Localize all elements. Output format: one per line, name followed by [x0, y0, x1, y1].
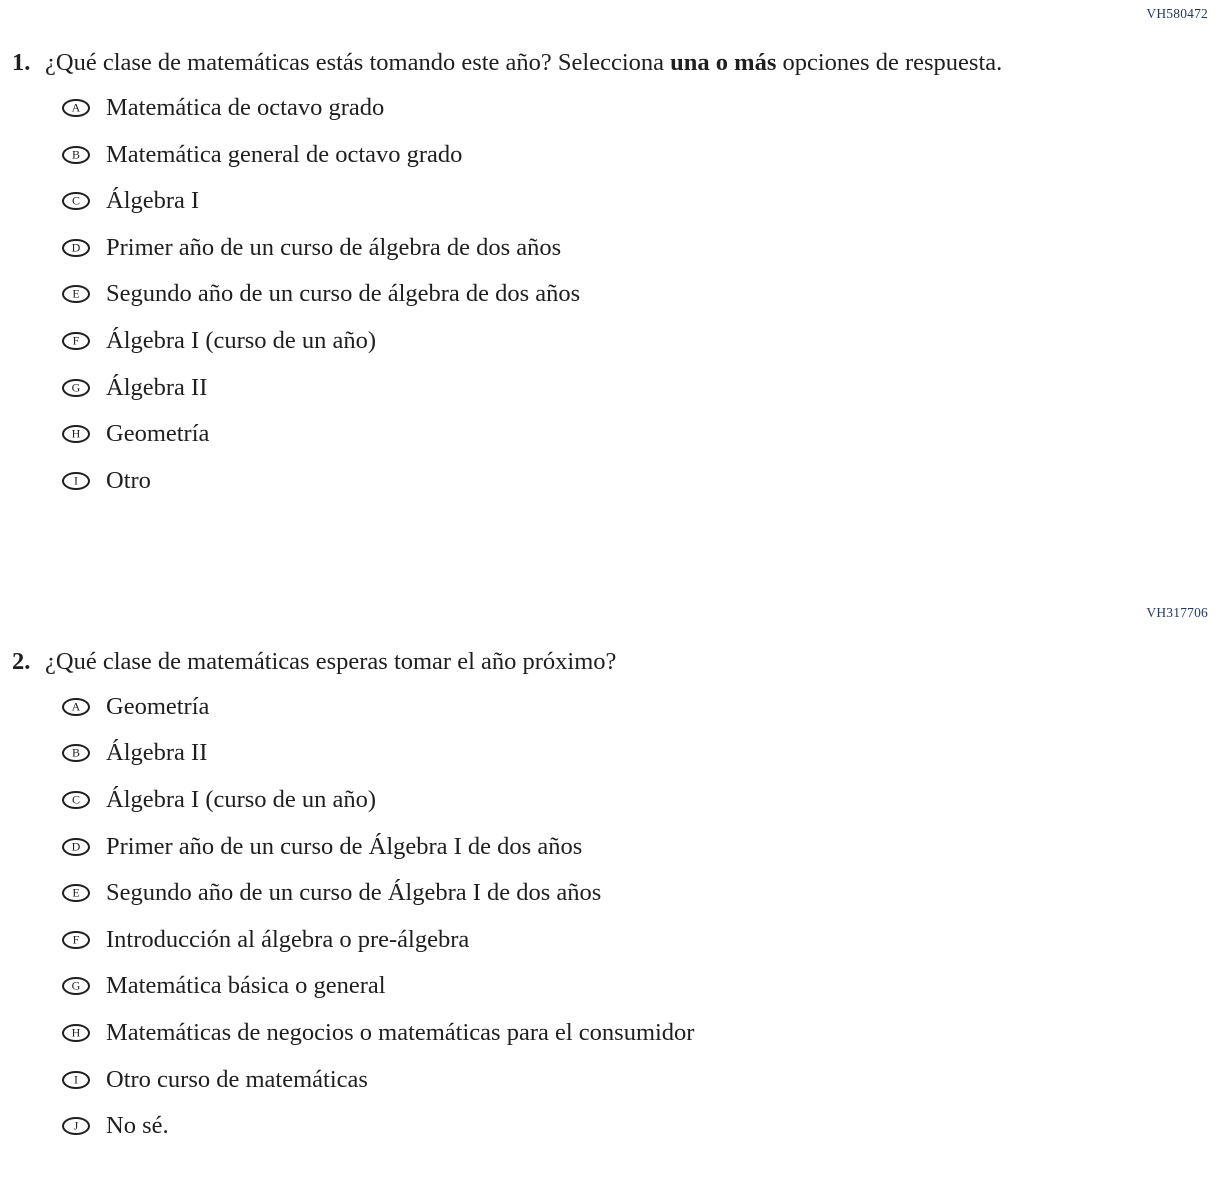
answer-option[interactable]	[62, 693, 1218, 721]
answer-option[interactable]	[62, 833, 1218, 861]
option-letter: I	[74, 1072, 78, 1086]
option-bubble-icon[interactable]	[62, 1117, 90, 1135]
accession-number: VH317706	[1146, 604, 1208, 620]
option-bubble-icon[interactable]	[62, 1071, 90, 1089]
option-label: No sé.	[106, 1112, 169, 1140]
answer-option[interactable]	[62, 94, 1218, 122]
question-number: 2.	[12, 647, 31, 675]
options-list	[62, 693, 1218, 1140]
answer-option[interactable]	[62, 374, 1218, 402]
option-letter: A	[71, 100, 81, 115]
question-prompt-suffix: opciones de respuesta.	[776, 49, 1003, 76]
option-bubble-icon[interactable]	[62, 698, 90, 716]
option-bubble-icon[interactable]	[62, 285, 90, 303]
option-letter: J	[73, 1118, 79, 1133]
option-bubble-icon[interactable]	[62, 239, 90, 257]
option-label: Primer año de un curso de Álgebra I de dos años	[106, 832, 583, 860]
option-bubble-icon[interactable]	[62, 884, 90, 902]
option-letter: E	[72, 286, 80, 301]
option-label: Matemática de octavo grado	[106, 94, 385, 121]
option-bubble-icon[interactable]	[62, 379, 90, 397]
answer-option[interactable]	[62, 327, 1218, 355]
question-row	[0, 46, 1218, 79]
option-bubble-icon[interactable]	[62, 744, 90, 762]
answer-option[interactable]	[62, 280, 1218, 308]
option-bubble-icon[interactable]	[62, 146, 90, 164]
accession-number: VH580472	[1146, 6, 1208, 21]
option-bubble-icon[interactable]	[62, 977, 90, 995]
options-list	[62, 94, 1218, 495]
answer-option[interactable]	[62, 187, 1218, 215]
option-bubble-icon[interactable]	[62, 1024, 90, 1042]
option-bubble-icon[interactable]	[62, 472, 90, 490]
option-letter: B	[71, 745, 80, 760]
answer-option[interactable]	[62, 879, 1218, 907]
option-label: Otro curso de matemáticas	[106, 1065, 368, 1093]
option-bubble-icon[interactable]	[62, 838, 90, 856]
option-letter: D	[71, 839, 81, 854]
answer-option[interactable]	[62, 467, 1218, 495]
option-label: Álgebra I (curso de un año)	[106, 326, 377, 354]
option-letter: C	[71, 193, 80, 208]
option-label: Álgebra I (curso de un año)	[106, 785, 377, 813]
option-bubble-icon[interactable]	[62, 791, 90, 809]
option-label: Primer año de un curso de álgebra de dos años	[106, 233, 562, 261]
option-label: Matemática básica o general	[106, 972, 386, 1000]
option-bubble-icon[interactable]	[62, 99, 90, 117]
option-letter: A	[71, 699, 81, 714]
option-letter: G	[71, 978, 81, 993]
option-letter: C	[71, 792, 80, 807]
option-letter: F	[72, 333, 80, 348]
option-bubble-icon[interactable]	[62, 332, 90, 350]
question-row	[0, 645, 1218, 678]
option-label: Álgebra II	[106, 739, 208, 767]
question-number: 1.	[12, 49, 31, 76]
question-prompt	[45, 645, 616, 678]
option-label: Álgebra II	[106, 373, 208, 401]
answer-option[interactable]	[62, 420, 1218, 448]
option-letter: H	[71, 1025, 81, 1040]
option-letter: G	[71, 380, 81, 395]
option-letter: E	[72, 885, 80, 900]
question-prompt	[45, 46, 1002, 79]
answer-option[interactable]	[62, 1019, 1218, 1047]
question-block	[0, 0, 1218, 495]
answer-option[interactable]	[62, 926, 1218, 954]
option-label: Matemática general de octavo grado	[106, 140, 463, 168]
option-label: Segundo año de un curso de Álgebra I de dos años	[106, 879, 602, 907]
question-prompt-bold: una o más	[670, 49, 777, 76]
option-label: Geometría	[106, 420, 210, 448]
option-label: Introducción al álgebra o pre-álgebra	[106, 925, 470, 953]
option-label: Otro	[106, 466, 151, 494]
option-letter: I	[74, 473, 78, 488]
option-letter: B	[71, 147, 80, 162]
answer-option[interactable]	[62, 1066, 1218, 1094]
question-block	[0, 599, 1218, 1140]
option-label: Álgebra I	[106, 187, 200, 215]
question-prompt-prefix: ¿Qué clase de matemáticas esperas tomar el año próximo?	[45, 647, 617, 675]
option-bubble-icon[interactable]	[62, 931, 90, 949]
answer-option[interactable]	[62, 1112, 1218, 1140]
answer-option[interactable]	[62, 234, 1218, 262]
answer-option[interactable]	[62, 739, 1218, 767]
answer-option[interactable]	[62, 786, 1218, 814]
option-letter: F	[72, 932, 80, 947]
answer-option[interactable]	[62, 141, 1218, 169]
option-label: Segundo año de un curso de álgebra de dos años	[106, 280, 581, 308]
option-bubble-icon[interactable]	[62, 425, 90, 443]
option-letter: H	[71, 426, 81, 441]
option-label: Matemáticas de negocios o matemáticas para el consumidor	[106, 1018, 695, 1046]
option-label: Geometría	[106, 692, 210, 720]
answer-option[interactable]	[62, 972, 1218, 1000]
option-letter: D	[71, 240, 81, 255]
question-prompt-prefix: ¿Qué clase de matemáticas estás tomando este año? Selecciona	[45, 49, 671, 76]
option-bubble-icon[interactable]	[62, 192, 90, 210]
